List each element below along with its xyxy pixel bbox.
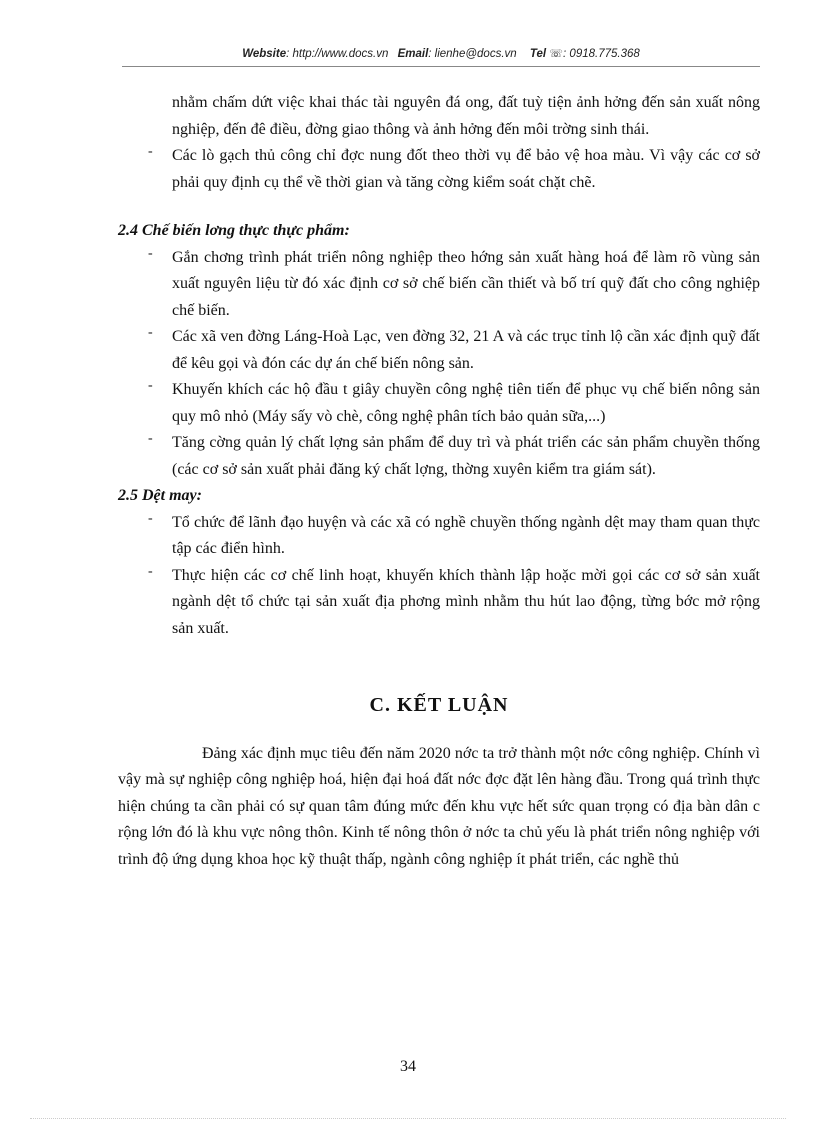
email-label: Email bbox=[397, 48, 429, 60]
dash-bullet-icon: - bbox=[148, 325, 153, 340]
footer-divider bbox=[30, 1118, 786, 1119]
dash-bullet-icon: - bbox=[148, 563, 153, 579]
dash-bullet-icon: - bbox=[148, 510, 153, 526]
website-value: : http://www.docs.vn bbox=[286, 48, 389, 60]
list-item: - Tổ chức để lãnh đạo huyện và các xã có nghề chuyền thống ngành dệt may tham quan thực tập các điển hình. bbox=[118, 510, 760, 563]
list-item: - Thực hiện các cơ chế linh hoạt, khuyến khích thành lập hoặc mời gọi các cơ sở sản xuất ngành dệt tổ chức tại sản xuất địa phơng mình nhằm thu hút lao động, từng bớc mở rộng sản xuất. bbox=[118, 563, 760, 643]
intro-continuation: nhằm chấm dứt việc khai thác tài nguyên đá ong, đất tuỳ tiện ảnh hởng đến sản xuất nông nghiệp, đến đê điều, đờng giao thông và ảnh hởng đến môi trờng sinh thái. bbox=[172, 94, 760, 138]
website-label: Website bbox=[242, 48, 287, 60]
dash-bullet-icon: - bbox=[148, 245, 153, 261]
list-item: - Gắn chơng trình phát triển nông nghiệp theo hớng sản xuất hàng hoá để làm rõ vùng sản xuất nguyên liệu từ đó xác định cơ sở chế biến cần thiết và bố trí quỹ đất cho công nghiệp chế biến. bbox=[118, 245, 760, 325]
header-divider bbox=[122, 66, 760, 67]
conclusion-heading: C. KẾT LUẬN bbox=[369, 694, 509, 716]
list-item: - Các lò gạch thủ công chỉ đợc nung đốt theo thời vụ để bảo vệ hoa màu. Vì vậy các cơ sở phải quy định cụ thể về thời gian và tăng cờng kiểm soát chặt chẽ. bbox=[118, 143, 760, 196]
dash-bullet-icon: - bbox=[148, 144, 153, 159]
section-heading-2-4: 2.4 Chế biến lơng thực thực phẩm: bbox=[118, 222, 350, 239]
page-number: 34 bbox=[400, 1058, 416, 1075]
phone-icon: ☏ bbox=[549, 48, 564, 60]
list-item: - Khuyến khích các hộ đầu t giây chuyền công nghệ tiên tiến để phục vụ chế biến nông sản quy mô nhỏ (Máy sấy vò chè, công nghệ phân tích bảo quản sữa,...) bbox=[118, 377, 760, 430]
document-body bbox=[118, 90, 760, 873]
dash-bullet-icon: - bbox=[148, 431, 153, 446]
list-item: - Các xã ven đờng Láng-Hoà Lạc, ven đờng 32, 21 A và các trục tỉnh lộ cần xác định quỹ đất để kêu gọi và đón các dự án chế biến nông sản. bbox=[118, 324, 760, 377]
tel-value: : 0918.775.368 bbox=[563, 48, 640, 60]
tel-label: Tel bbox=[529, 48, 547, 60]
conclusion-paragraph: Đảng xác định mục tiêu đến năm 2020 nớc ta trở thành một nớc công nghiệp. Chính vì vậy mà sự nghiệp công nghiệp hoá, hiện đại hoá đất nớc đợc đặt lên hàng đầu. Trong quá trình thực hiện chúng ta cần phải có sự quan tâm đúng mức đến khu vực hết sức quan trọng có địa bàn dân c rộng lớn đó là khu vực nông thôn. Kinh tế nông thôn ở nớc ta chủ yếu là phát triển nông nghiệp với trình độ ứng dụng khoa học kỹ thuật thấp, ngành công nghiệp ít phát triển, các nghề thủ bbox=[118, 744, 760, 868]
dash-bullet-icon: - bbox=[148, 378, 153, 393]
email-value: : lienhe@docs.vn bbox=[428, 48, 517, 60]
list-item: - Tăng cờng quản lý chất lợng sản phẩm để duy trì và phát triển các sản phẩm chuyền thống (các cơ sở sản xuất phải đăng ký chất lợng, thờng xuyên kiểm tra giám sát). bbox=[118, 430, 760, 483]
section-heading-2-5: 2.5 Dệt may: bbox=[118, 487, 202, 504]
page-header bbox=[122, 47, 760, 60]
